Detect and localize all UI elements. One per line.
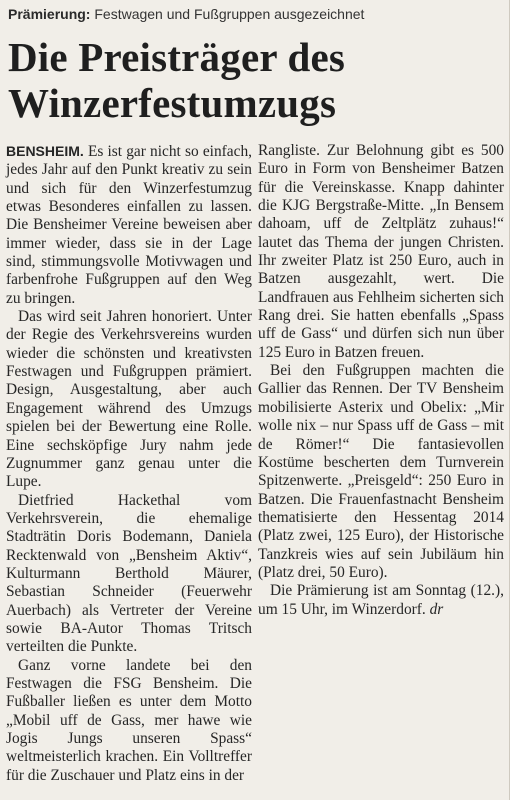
paragraph-6 (258, 582, 504, 619)
paragraph-1 (6, 142, 252, 308)
kicker-line (8, 6, 503, 22)
author-signature: dr (429, 600, 444, 618)
paragraph-5: Bei den Fußgruppen machten die Gallier das Rennen. Der TV Bensheim mobilisierte Asterix und Obelix: „Mir wolle nix – nur Spass uff de Gass – mit de Römer!“ Die fantasievollen Kostüme bescherten dem Turnverein Spitzenwerte. „Preisgeld“: 250 Euro in Batzen. Die Frauenfastnacht Bensheim thematisierte den Hessentag 2014 (Platz zwei, 125 Euro), der Historische Tanzkreis wies auf sein Jubiläum hin (Platz drei, 50 Euro). (258, 362, 504, 581)
paragraph-1-text: Es ist gar nicht so einfach, jedes Jahr auf den Punkt kreativ zu sein und sich für den Winzerfestumzug etwas Besonderes einfallen zu lassen. Die Bensheimer Vereine beweisen aber immer wieder, dass sie in der Lage sind, stimmungsvolle Motivwagen und farbenfrohe Fußgruppen auf den Weg zu bringen. (6, 143, 252, 307)
paragraph-2: Das wird seit Jahren honoriert. Unter der Regie des Verkehrsvereins wurden wieder die schönsten und kreativsten Festwagen und Fußgruppen prämiert. Design, Ausgestaltung, aber auch Engagement während des Umzugs spielen bei der Bewertung eine Rolle. Eine sechsköpfige Jury nahm jede Zugnummer ganz genau unter die Lupe. (6, 308, 252, 491)
kicker-lead: Prämierung: (8, 6, 91, 22)
article-column-right (258, 142, 504, 619)
paragraph-4: Ganz vorne landete bei den Festwagen die FSG Bensheim. Die Fußballer ließen es unter dem Motto „Mobil uff de Gass, mer hawe wie Jogis Jungs unseren Spass“ weltmeisterlich krachen. Ein Volltreffer für die Zuschauer und Platz eins in der (6, 656, 252, 784)
paragraph-3: Dietfried Hackethal vom Verkehrsverein, die ehemalige Stadträtin Doris Bodemann, Daniela Recktenwald von „Bensheim Aktiv“, Kulturmann Berthold Mäurer, Sebastian Schneider (Feuerwehr Auerbach) als Vertreter der Vereine sowie BA-Autor Thomas Tritsch verteilten die Punkte. (6, 491, 252, 656)
headline: Die Preisträger des Winzerfestumzugs (8, 34, 346, 126)
kicker-text: Festwagen und Fußgruppen ausgezeichnet (94, 6, 365, 22)
paragraph-6-text: Die Prämierung ist am Sonntag (12.), um 15 Uhr, im Winzerdorf. (258, 582, 504, 618)
article-column-left (6, 142, 252, 785)
dateline: BENSHEIM. (6, 143, 84, 159)
paragraph-4-continued: Rangliste. Zur Belohnung gibt es 500 Euro in Form von Bensheimer Batzen für die Vereinskasse. Knapp dahinter die KJG Bergstraße-Mitte. „In Bensem dahoam, uff de Zeltplätz zuhaus!“ lautet das Thema der jungen Christen. Ihr zweiter Platz ist 250 Euro, auch in Batzen ausgezahlt, wert. Die Landfrauen aus Fehlheim sicherten sich Rang drei. Sie hatten ebenfalls „Spass uff de Gass“ und dürfen sich nun über 125 Euro in Batzen freuen. (258, 142, 504, 361)
